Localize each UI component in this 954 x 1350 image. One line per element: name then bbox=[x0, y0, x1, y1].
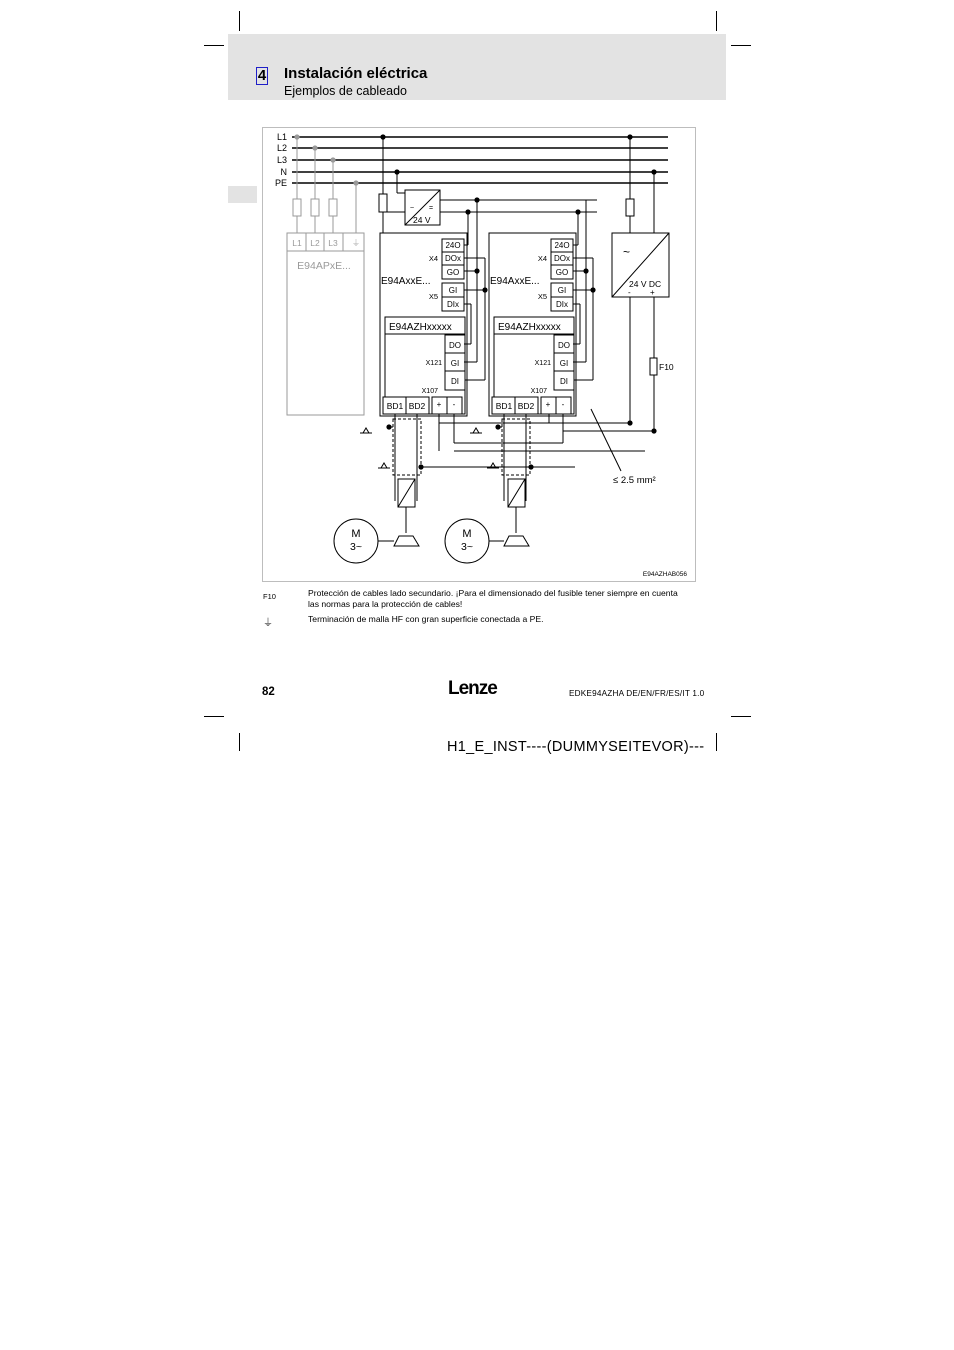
footnote-f10-text: Protección de cables lado secundario. ¡Para el dimensionado del fusible tener siempre en cuenta las normas para la protección de cables! bbox=[308, 588, 678, 609]
drive2-x4-pin: GO bbox=[555, 268, 569, 277]
psu-large-voltage: 24 V DC bbox=[629, 279, 662, 289]
crop-mark-bottom-right-h bbox=[731, 716, 751, 717]
drive2-module: E94AZHxxxxx bbox=[498, 322, 561, 333]
fuse-label: F10 bbox=[659, 362, 674, 372]
drive2-x5-label: X5 bbox=[537, 292, 547, 301]
drive1-supply-pin: + bbox=[436, 400, 442, 409]
filter-terminal-l2: L2 bbox=[310, 238, 320, 248]
psu-large-plus: + bbox=[650, 288, 655, 297]
drive2-x121-pin: GI bbox=[559, 359, 569, 368]
drive2-x121-label: X121 bbox=[534, 360, 551, 367]
motor2-letter: M bbox=[462, 528, 472, 540]
lenze-logo: Lenze bbox=[448, 678, 497, 699]
drive2-x5-pin: GI bbox=[557, 286, 567, 295]
drive2-x121-pin: DO bbox=[558, 341, 570, 350]
figure-id: E94AZHAB056 bbox=[642, 571, 687, 578]
crop-mark-top-right-h bbox=[731, 45, 751, 46]
drive2-x121-pin: DI bbox=[560, 377, 568, 386]
drive2-x5-pin: DIx bbox=[556, 300, 568, 309]
drive1-x121-pin: DO bbox=[449, 341, 461, 350]
drive2-x4-pin: 24O bbox=[554, 241, 570, 250]
bus-label-l2: L2 bbox=[276, 143, 287, 153]
drive2-brake-pin: BD2 bbox=[517, 401, 535, 411]
psu-large-ac-symbol: ~ bbox=[623, 245, 631, 259]
drive2-x4-label: X4 bbox=[537, 254, 547, 263]
drive2-x107-label: X107 bbox=[530, 388, 547, 395]
side-tab bbox=[228, 186, 257, 203]
drive1-x107-label: X107 bbox=[421, 388, 438, 395]
drive1-x4-pin: 24O bbox=[445, 241, 461, 250]
crop-mark-top-right-v bbox=[716, 11, 717, 31]
drive1-x5-label: X5 bbox=[428, 292, 438, 301]
bus-label-l1: L1 bbox=[276, 132, 287, 142]
drive1-model: E94AxxE... bbox=[381, 276, 431, 287]
drive1-x121-pin: DI bbox=[451, 377, 459, 386]
filter-terminal-l3: L3 bbox=[328, 238, 338, 248]
footnote-shield-text: Terminación de malla HF con gran superficie conectada a PE. bbox=[308, 614, 544, 624]
bus-label-l3: L3 bbox=[276, 155, 287, 165]
drive2-supply-pin: - bbox=[561, 400, 565, 409]
psu-large-minus: - bbox=[628, 288, 631, 297]
wiring-diagram-frame bbox=[262, 127, 696, 582]
page-number: 82 bbox=[262, 686, 275, 698]
crop-mark-bottom-left-h bbox=[204, 716, 224, 717]
cable-note: ≤ 2.5 mm² bbox=[613, 475, 656, 486]
crop-mark-bottom-right-v bbox=[716, 733, 717, 751]
doc-id: EDKE94AZHA DE/EN/FR/ES/IT 1.0 bbox=[569, 689, 705, 698]
drive1-brake-pin: BD1 bbox=[386, 401, 404, 411]
motor1-phase: 3~ bbox=[350, 541, 362, 553]
motor2-phase: 3~ bbox=[461, 541, 473, 553]
dummy-page-line: H1_E_INST----(DUMMYSEITEVOR)--- bbox=[447, 739, 705, 755]
drive1-x4-label: X4 bbox=[428, 254, 438, 263]
footnote-key-f10: F10 bbox=[263, 592, 276, 601]
drive2-x4-pin: DOx bbox=[554, 254, 570, 263]
drive1-brake-pin: BD2 bbox=[408, 401, 426, 411]
drive1-x5-pin: DIx bbox=[447, 300, 459, 309]
drive1-module: E94AZHxxxxx bbox=[389, 322, 452, 333]
drive2-brake-pin: BD1 bbox=[495, 401, 513, 411]
motor1-letter: M bbox=[351, 528, 361, 540]
chapter-number[interactable]: 4 bbox=[257, 67, 267, 84]
shield-ground-icon: ⏚ bbox=[263, 618, 273, 629]
crop-mark-top-left-v bbox=[239, 11, 240, 31]
drive2-model: E94AxxE... bbox=[490, 276, 540, 287]
psu-small-dc-symbol: = bbox=[429, 205, 434, 212]
drive1-x121-pin: GI bbox=[450, 359, 460, 368]
drive2-supply-pin: + bbox=[545, 400, 551, 409]
drive1-x121-label: X121 bbox=[425, 360, 442, 367]
drive1-x4-pin: GO bbox=[446, 268, 460, 277]
bus-label-pe: PE bbox=[274, 178, 287, 188]
psu-small-voltage: 24 V bbox=[413, 215, 431, 225]
drive1-supply-pin: - bbox=[452, 400, 456, 409]
drive1-x5-pin: GI bbox=[448, 286, 458, 295]
wiring-diagram bbox=[263, 128, 695, 581]
drive1-x4-pin: DOx bbox=[445, 254, 461, 263]
bus-label-n: N bbox=[280, 167, 287, 177]
crop-mark-top-left-h bbox=[204, 45, 224, 46]
mains-filter-model: E94APxE... bbox=[297, 260, 351, 272]
chapter-title: Instalación eléctrica bbox=[284, 65, 428, 82]
chapter-subtitle: Ejemplos de cableado bbox=[284, 84, 407, 98]
filter-terminal-l1: L1 bbox=[292, 238, 302, 248]
crop-mark-bottom-left-v bbox=[239, 733, 240, 751]
psu-small-ac-symbol: ~ bbox=[410, 205, 415, 212]
ground-icon: ⏚ bbox=[351, 238, 361, 248]
